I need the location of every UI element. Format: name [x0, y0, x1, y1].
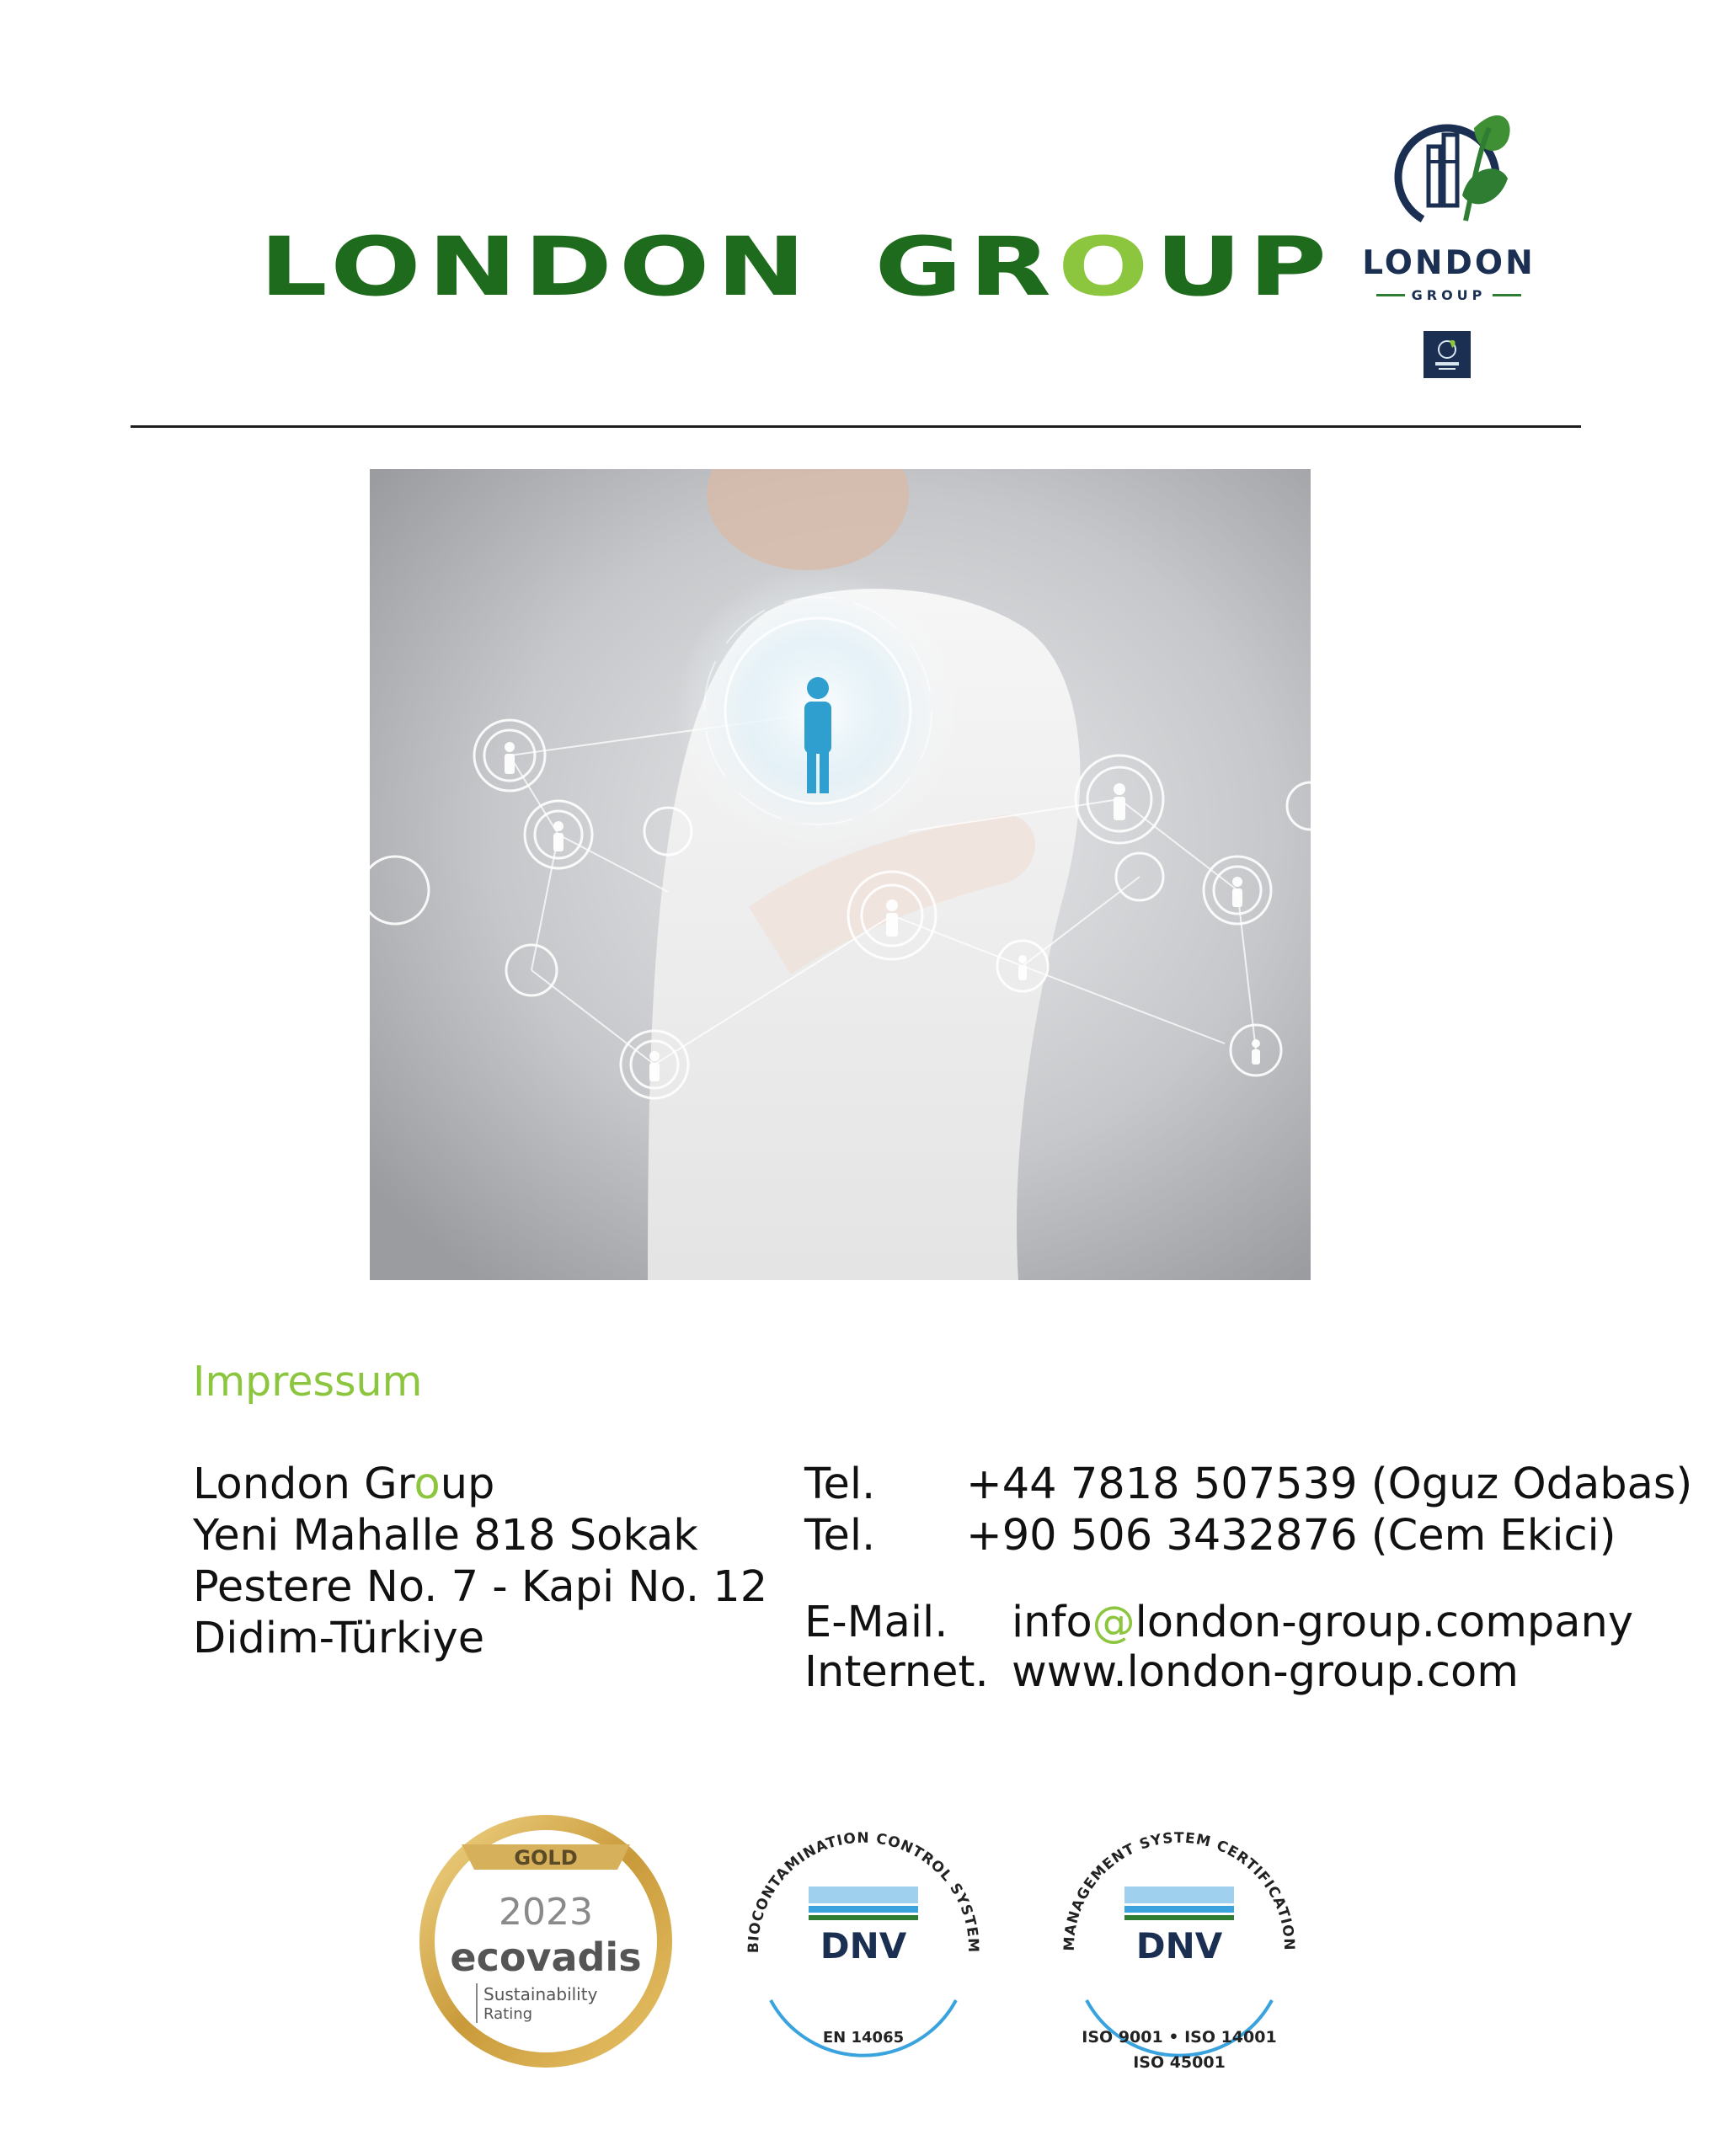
address-line-3: Didim-Türkiye [193, 1614, 485, 1663]
logo-name: LONDON [1362, 244, 1536, 282]
dnv-bio-badge [724, 1798, 1002, 2076]
ecovadis-year: 2023 [499, 1891, 593, 1934]
wordmark-part-2-start: GR [874, 220, 1058, 314]
company-name-prefix: London Gr [193, 1460, 414, 1509]
dnv-mgmt-badge [1040, 1798, 1318, 2101]
email-at-sign: @ [1092, 1598, 1135, 1647]
header-divider [131, 425, 1581, 428]
tel-label-2: Tel. [804, 1511, 876, 1561]
address-block [193, 1459, 767, 1664]
impressum-heading: Impressum [193, 1358, 423, 1406]
dnv-bio-arc-text: BIOCONTAMINATION CONTROL SYSTEM [745, 1829, 982, 1954]
company-name [193, 1459, 767, 1510]
dnv-mgmt-brand: DNV [1135, 1925, 1223, 1967]
ecovadis-line-1: Sustainability [483, 1984, 598, 2004]
logo-subtitle-text: GROUP [1411, 286, 1487, 303]
email-domain: london-group.company [1135, 1598, 1634, 1647]
dnv-mgmt-arc-text: MANAGEMENT SYSTEM CERTIFICATION [1060, 1829, 1298, 1951]
wordmark-o-accent: O [1057, 220, 1156, 314]
company-wordmark [259, 221, 1482, 313]
wordmark-part-1: LONDON [259, 220, 813, 314]
dnv-bio-brand: DNV [820, 1925, 907, 1967]
company-name-suffix: up [440, 1460, 495, 1509]
tel-value-2[interactable]: +90 506 3432876 (Cem Ekici) [966, 1511, 1616, 1561]
dnv-mgmt-standards-2: ISO 45001 [1133, 2053, 1226, 2072]
address-line-1: Yeni Mahalle 818 Sokak [193, 1511, 698, 1561]
web-contact-block [804, 1597, 1706, 1698]
dnv-mgmt-standards-1: ISO 9001 • ISO 14001 [1082, 2028, 1277, 2047]
email-link[interactable] [1012, 1597, 1633, 1648]
dnv-bio-standard: EN 14065 [822, 2029, 905, 2047]
company-name-accent: o [414, 1460, 441, 1509]
logo-rule-left [1376, 294, 1405, 296]
ecovadis-brand: ecovadis [450, 1935, 642, 1980]
address-line-2: Pestere No. 7 - Kapi No. 12 [193, 1562, 768, 1612]
mini-logo-icon [1424, 331, 1471, 378]
tel-label-1: Tel. [804, 1460, 876, 1509]
logo-subtitle [1348, 285, 1550, 305]
hero-image [370, 469, 1311, 1280]
ecovadis-line-2: Rating [483, 2005, 533, 2023]
internet-label: Internet. [804, 1647, 989, 1697]
website-link[interactable]: www.london-group.com [1012, 1647, 1519, 1697]
email-label: E-Mail. [804, 1598, 948, 1647]
logo-rule-right [1493, 294, 1521, 296]
phone-block [804, 1459, 1706, 1560]
wordmark-part-2-end: UP [1155, 220, 1334, 314]
email-user: info [1012, 1598, 1092, 1647]
ecovadis-level: GOLD [514, 1846, 578, 1870]
london-group-logo-icon [1381, 94, 1516, 246]
ecovadis-gold-badge [411, 1802, 681, 2072]
tel-value-1[interactable]: +44 7818 507539 (Oguz Odabas) [966, 1460, 1693, 1509]
